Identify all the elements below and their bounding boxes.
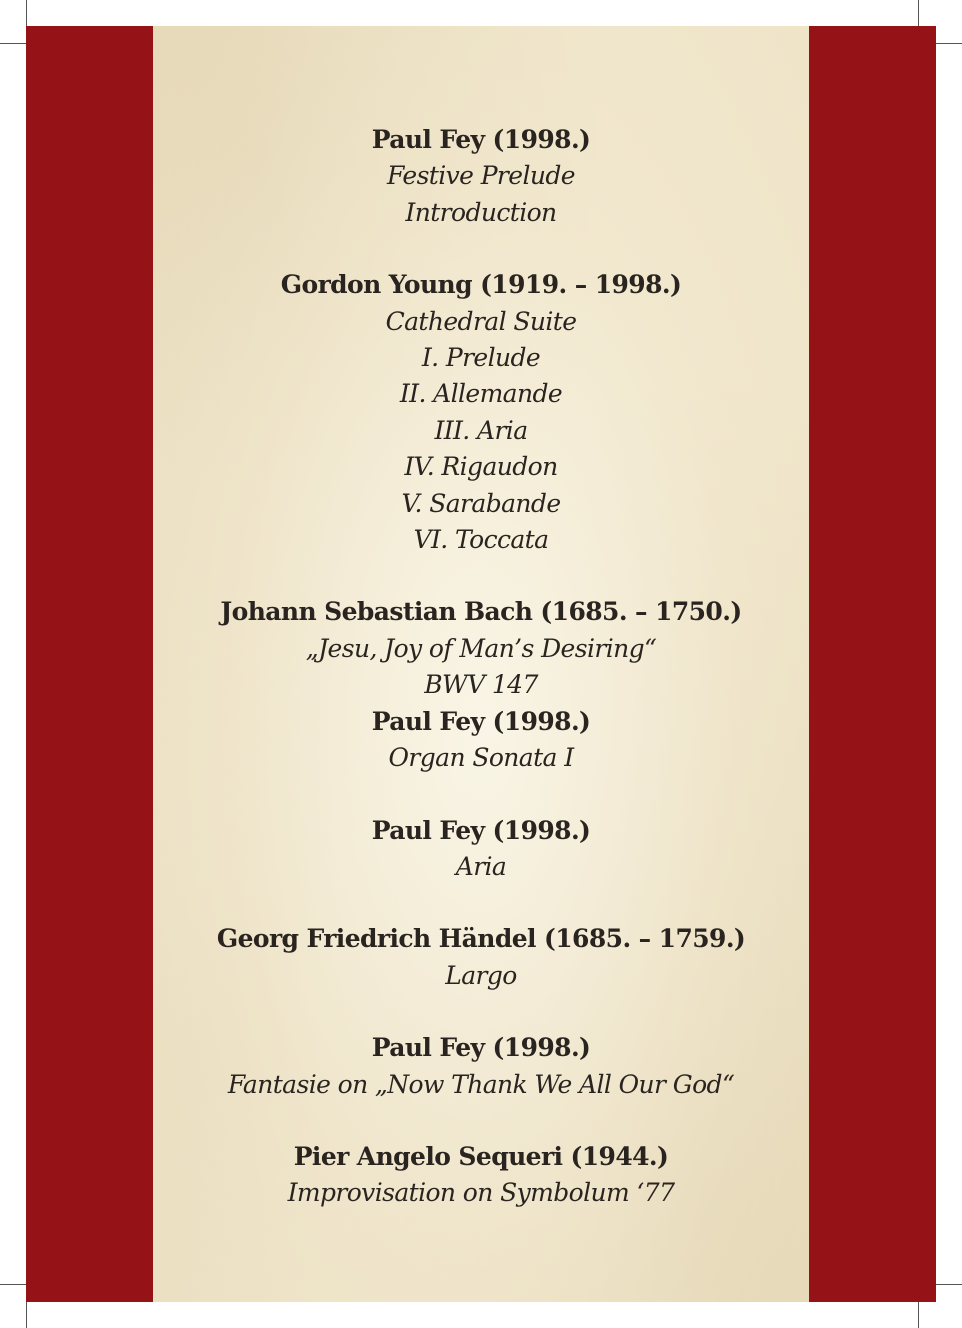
movement-title: VI. Toccata: [413, 525, 549, 555]
movement-title: I. Prelude: [421, 343, 541, 373]
composer-name: Gordon Young (1919. – 1998.): [280, 270, 682, 300]
catalog-number: BWV 147: [424, 670, 538, 700]
program-page: [26, 26, 936, 1302]
movement-title: V. Sarabande: [401, 488, 561, 518]
program-entry: [153, 813, 809, 886]
composer-name: Paul Fey (1998.): [371, 706, 591, 736]
work-title: Introduction: [405, 197, 557, 227]
movement-title: III. Aria: [434, 415, 528, 445]
parchment-panel: [153, 26, 809, 1302]
crop-mark: [26, 0, 27, 26]
concert-program: [153, 122, 809, 1248]
crop-mark: [918, 0, 919, 26]
crop-mark: [26, 1302, 27, 1328]
composer-name: Pier Angelo Sequeri (1944.): [293, 1141, 669, 1171]
work-title: „Jesu, Joy of Man’s Desiring“: [305, 633, 657, 663]
movement-title: II. Allemande: [399, 379, 563, 409]
program-entry: [153, 122, 809, 231]
composer-name: Paul Fey (1998.): [371, 1033, 591, 1063]
program-entry: [153, 1139, 809, 1212]
crop-mark: [918, 1302, 919, 1328]
composer-name: Paul Fey (1998.): [371, 125, 591, 154]
crop-mark: [0, 1284, 26, 1285]
work-title: Organ Sonata I: [388, 743, 574, 773]
work-title: Cathedral Suite: [385, 306, 577, 336]
program-entry: [153, 267, 809, 558]
crop-mark: [0, 43, 26, 44]
composer-name: Johann Sebastian Bach (1685. – 1750.): [220, 597, 742, 627]
crop-mark: [936, 1284, 962, 1285]
movement-title: IV. Rigaudon: [404, 452, 558, 482]
program-entry: [153, 594, 809, 776]
work-title: Largo: [445, 960, 517, 990]
work-title: Festive Prelude: [387, 161, 575, 191]
composer-name: Georg Friedrich Händel (1685. – 1759.): [216, 924, 746, 954]
program-entry: [153, 1030, 809, 1103]
work-title: Improvisation on Symbolum ‘77: [287, 1178, 675, 1208]
composer-name: Paul Fey (1998.): [371, 815, 591, 845]
work-title: Fantasie on „Now Thank We All Our God“: [227, 1069, 735, 1099]
program-entry: [153, 921, 809, 994]
crop-mark: [936, 43, 962, 44]
work-title: Aria: [455, 851, 507, 881]
